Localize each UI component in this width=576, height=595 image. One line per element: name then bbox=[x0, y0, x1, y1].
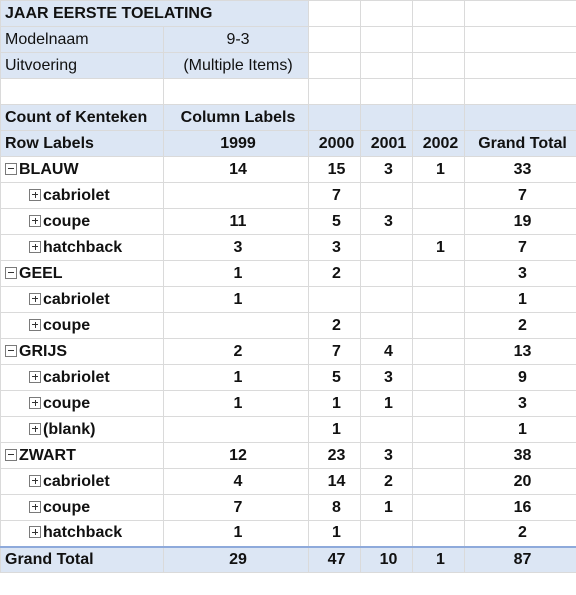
value-2002[interactable] bbox=[413, 469, 465, 495]
value-grand-total[interactable]: 33 bbox=[465, 157, 576, 183]
value-grand-total[interactable]: 38 bbox=[465, 443, 576, 469]
value-2002[interactable] bbox=[413, 495, 465, 521]
grand-value-grand-total[interactable]: 87 bbox=[465, 547, 576, 573]
row-label-child[interactable] bbox=[1, 183, 164, 209]
value-2002[interactable] bbox=[413, 183, 465, 209]
child-row bbox=[1, 313, 576, 339]
grand-value-1999[interactable]: 29 bbox=[164, 547, 309, 573]
filter-title-row bbox=[1, 1, 576, 27]
row-label-text: coupe bbox=[43, 394, 91, 412]
value-grand-total[interactable]: 13 bbox=[465, 339, 576, 365]
value-grand-total[interactable]: 7 bbox=[465, 183, 576, 209]
row-label-child[interactable] bbox=[1, 521, 164, 547]
value-2001[interactable] bbox=[361, 417, 413, 443]
group-row bbox=[1, 443, 576, 469]
value-2000[interactable]: 1 bbox=[309, 417, 361, 443]
row-label-text: GRIJS bbox=[19, 342, 68, 360]
value-1999[interactable]: 1 bbox=[164, 365, 309, 391]
value-2002[interactable] bbox=[413, 443, 465, 469]
value-1999[interactable]: 1 bbox=[164, 391, 309, 417]
row-label-text: cabriolet bbox=[43, 472, 110, 490]
row-label-child[interactable] bbox=[1, 313, 164, 339]
value-2001[interactable]: 3 bbox=[361, 443, 413, 469]
value-1999[interactable] bbox=[164, 417, 309, 443]
cell[interactable] bbox=[413, 1, 465, 27]
row-label-text: GEEL bbox=[19, 264, 63, 282]
value-2001[interactable]: 3 bbox=[361, 157, 413, 183]
header-cell bbox=[465, 105, 576, 131]
row-label-text: coupe bbox=[43, 212, 91, 230]
value-2000[interactable]: 2 bbox=[309, 261, 361, 287]
value-grand-total[interactable]: 3 bbox=[465, 261, 576, 287]
value-1999[interactable]: 11 bbox=[164, 209, 309, 235]
pivot-header-row-1 bbox=[1, 105, 576, 131]
value-2001[interactable]: 4 bbox=[361, 339, 413, 365]
collapse-minus-icon[interactable] bbox=[5, 163, 17, 175]
value-2001[interactable] bbox=[361, 313, 413, 339]
value-2001[interactable]: 3 bbox=[361, 209, 413, 235]
filter-row-uitvoering bbox=[1, 53, 576, 79]
grand-total-label[interactable]: Grand Total bbox=[1, 547, 164, 573]
cell[interactable] bbox=[413, 79, 465, 105]
value-grand-total[interactable]: 3 bbox=[465, 391, 576, 417]
row-labels-caption[interactable]: Row Labels bbox=[1, 131, 164, 157]
row-label-text: coupe bbox=[43, 498, 91, 516]
value-2000[interactable]: 2 bbox=[309, 313, 361, 339]
value-2001[interactable] bbox=[361, 235, 413, 261]
value-2001[interactable] bbox=[361, 287, 413, 313]
value-grand-total[interactable]: 20 bbox=[465, 469, 576, 495]
value-1999[interactable] bbox=[164, 183, 309, 209]
value-grand-total[interactable]: 7 bbox=[465, 235, 576, 261]
expand-plus-icon[interactable] bbox=[29, 189, 41, 201]
pivot-header-row-2 bbox=[1, 131, 576, 157]
value-1999[interactable]: 1 bbox=[164, 287, 309, 313]
filter-label[interactable]: Modelnaam bbox=[1, 27, 164, 53]
value-2002[interactable] bbox=[413, 261, 465, 287]
collapse-minus-icon[interactable] bbox=[5, 345, 17, 357]
row-label-group[interactable] bbox=[1, 261, 164, 287]
value-2002[interactable] bbox=[413, 391, 465, 417]
row-label-text: hatchback bbox=[43, 238, 123, 256]
value-2000[interactable]: 5 bbox=[309, 209, 361, 235]
value-2002[interactable] bbox=[413, 417, 465, 443]
grand-total-row bbox=[1, 547, 576, 573]
cell[interactable] bbox=[465, 27, 576, 53]
child-row bbox=[1, 391, 576, 417]
row-label-text: ZWART bbox=[19, 446, 76, 464]
column-labels-caption[interactable]: Column Labels bbox=[164, 105, 309, 131]
value-2000[interactable] bbox=[309, 287, 361, 313]
value-2002[interactable] bbox=[413, 313, 465, 339]
group-row bbox=[1, 157, 576, 183]
expand-plus-icon[interactable] bbox=[29, 293, 41, 305]
value-2002[interactable] bbox=[413, 339, 465, 365]
child-row bbox=[1, 183, 576, 209]
row-label-text: coupe bbox=[43, 316, 91, 334]
value-1999[interactable]: 14 bbox=[164, 157, 309, 183]
header-cell bbox=[361, 105, 413, 131]
cell[interactable] bbox=[361, 53, 413, 79]
filter-value[interactable]: 9-3 bbox=[164, 27, 309, 53]
expand-plus-icon[interactable] bbox=[29, 319, 41, 331]
value-1999[interactable] bbox=[164, 313, 309, 339]
row-label-child[interactable] bbox=[1, 417, 164, 443]
cell[interactable] bbox=[465, 79, 576, 105]
filter-label[interactable]: Uitvoering bbox=[1, 53, 164, 79]
cell[interactable] bbox=[1, 79, 164, 105]
value-2002[interactable]: 1 bbox=[413, 157, 465, 183]
value-2002[interactable] bbox=[413, 209, 465, 235]
expand-plus-icon[interactable] bbox=[29, 423, 41, 435]
row-label-text: cabriolet bbox=[43, 186, 110, 204]
cell[interactable] bbox=[413, 27, 465, 53]
cell[interactable] bbox=[361, 79, 413, 105]
value-2002[interactable]: 1 bbox=[413, 235, 465, 261]
grand-value-2000[interactable]: 47 bbox=[309, 547, 361, 573]
row-label-text: cabriolet bbox=[43, 368, 110, 386]
value-2000[interactable]: 5 bbox=[309, 365, 361, 391]
child-row bbox=[1, 287, 576, 313]
column-header-grand-total[interactable]: Grand Total bbox=[465, 131, 576, 157]
value-2001[interactable] bbox=[361, 521, 413, 547]
group-row bbox=[1, 339, 576, 365]
expand-plus-icon[interactable] bbox=[29, 526, 41, 538]
expand-plus-icon[interactable] bbox=[29, 215, 41, 227]
cell[interactable] bbox=[309, 79, 361, 105]
value-2001[interactable]: 1 bbox=[361, 391, 413, 417]
value-grand-total[interactable]: 19 bbox=[465, 209, 576, 235]
collapse-minus-icon[interactable] bbox=[5, 267, 17, 279]
row-label-text: BLAUW bbox=[19, 160, 79, 178]
child-row bbox=[1, 365, 576, 391]
value-2000[interactable]: 14 bbox=[309, 469, 361, 495]
child-row bbox=[1, 417, 576, 443]
row-label-group[interactable] bbox=[1, 339, 164, 365]
column-header-2000[interactable]: 2000 bbox=[309, 131, 361, 157]
expand-plus-icon[interactable] bbox=[29, 241, 41, 253]
cell[interactable] bbox=[361, 1, 413, 27]
value-2002[interactable] bbox=[413, 287, 465, 313]
filter-title[interactable]: JAAR EERSTE TOELATING bbox=[1, 1, 309, 27]
value-2000[interactable]: 7 bbox=[309, 339, 361, 365]
expand-plus-icon[interactable] bbox=[29, 397, 41, 409]
column-header-2002[interactable]: 2002 bbox=[413, 131, 465, 157]
value-grand-total[interactable]: 1 bbox=[465, 287, 576, 313]
row-label-child[interactable] bbox=[1, 391, 164, 417]
group-row bbox=[1, 261, 576, 287]
cell[interactable] bbox=[413, 53, 465, 79]
cell[interactable] bbox=[465, 53, 576, 79]
child-row bbox=[1, 469, 576, 495]
value-grand-total[interactable]: 2 bbox=[465, 313, 576, 339]
value-2001[interactable] bbox=[361, 261, 413, 287]
grand-value-2001[interactable]: 10 bbox=[361, 547, 413, 573]
collapse-minus-icon[interactable] bbox=[5, 449, 17, 461]
value-2002[interactable] bbox=[413, 365, 465, 391]
value-1999[interactable]: 1 bbox=[164, 261, 309, 287]
value-2000[interactable]: 3 bbox=[309, 235, 361, 261]
child-row bbox=[1, 235, 576, 261]
filter-value[interactable]: (Multiple Items) bbox=[164, 53, 309, 79]
cell[interactable] bbox=[309, 1, 361, 27]
row-label-child[interactable] bbox=[1, 287, 164, 313]
value-2000[interactable]: 1 bbox=[309, 391, 361, 417]
grand-value-2002[interactable]: 1 bbox=[413, 547, 465, 573]
value-2000[interactable]: 23 bbox=[309, 443, 361, 469]
value-2002[interactable] bbox=[413, 521, 465, 547]
value-2001[interactable]: 3 bbox=[361, 365, 413, 391]
value-grand-total[interactable]: 1 bbox=[465, 417, 576, 443]
cell[interactable] bbox=[164, 79, 309, 105]
expand-plus-icon[interactable] bbox=[29, 501, 41, 513]
value-field-caption[interactable]: Count of Kenteken bbox=[1, 105, 164, 131]
cell[interactable] bbox=[465, 1, 576, 27]
filter-row-modelnaam bbox=[1, 27, 576, 53]
value-2000[interactable]: 15 bbox=[309, 157, 361, 183]
expand-plus-icon[interactable] bbox=[29, 475, 41, 487]
cell[interactable] bbox=[361, 27, 413, 53]
row-label-child[interactable] bbox=[1, 235, 164, 261]
value-2000[interactable]: 1 bbox=[309, 521, 361, 547]
value-2000[interactable]: 8 bbox=[309, 495, 361, 521]
column-header-1999[interactable]: 1999 bbox=[164, 131, 309, 157]
value-1999[interactable]: 2 bbox=[164, 339, 309, 365]
spacer-row bbox=[1, 79, 576, 105]
value-1999[interactable]: 7 bbox=[164, 495, 309, 521]
value-2001[interactable]: 1 bbox=[361, 495, 413, 521]
row-label-child[interactable] bbox=[1, 469, 164, 495]
header-cell bbox=[309, 105, 361, 131]
row-label-child[interactable] bbox=[1, 365, 164, 391]
value-grand-total[interactable]: 16 bbox=[465, 495, 576, 521]
expand-plus-icon[interactable] bbox=[29, 371, 41, 383]
column-header-2001[interactable]: 2001 bbox=[361, 131, 413, 157]
value-1999[interactable]: 4 bbox=[164, 469, 309, 495]
row-label-text: (blank) bbox=[43, 420, 96, 438]
value-2001[interactable] bbox=[361, 183, 413, 209]
value-grand-total[interactable]: 2 bbox=[465, 521, 576, 547]
value-grand-total[interactable]: 9 bbox=[465, 365, 576, 391]
value-1999[interactable]: 3 bbox=[164, 235, 309, 261]
value-1999[interactable]: 12 bbox=[164, 443, 309, 469]
value-2001[interactable]: 2 bbox=[361, 469, 413, 495]
cell[interactable] bbox=[309, 27, 361, 53]
row-label-child[interactable] bbox=[1, 495, 164, 521]
cell[interactable] bbox=[309, 53, 361, 79]
value-2000[interactable]: 7 bbox=[309, 183, 361, 209]
child-row bbox=[1, 209, 576, 235]
row-label-group[interactable] bbox=[1, 157, 164, 183]
row-label-text: hatchback bbox=[43, 524, 123, 542]
child-row bbox=[1, 495, 576, 521]
child-row bbox=[1, 521, 576, 547]
value-1999[interactable]: 1 bbox=[164, 521, 309, 547]
row-label-group[interactable] bbox=[1, 443, 164, 469]
row-label-child[interactable] bbox=[1, 209, 164, 235]
header-cell bbox=[413, 105, 465, 131]
row-label-text: cabriolet bbox=[43, 290, 110, 308]
